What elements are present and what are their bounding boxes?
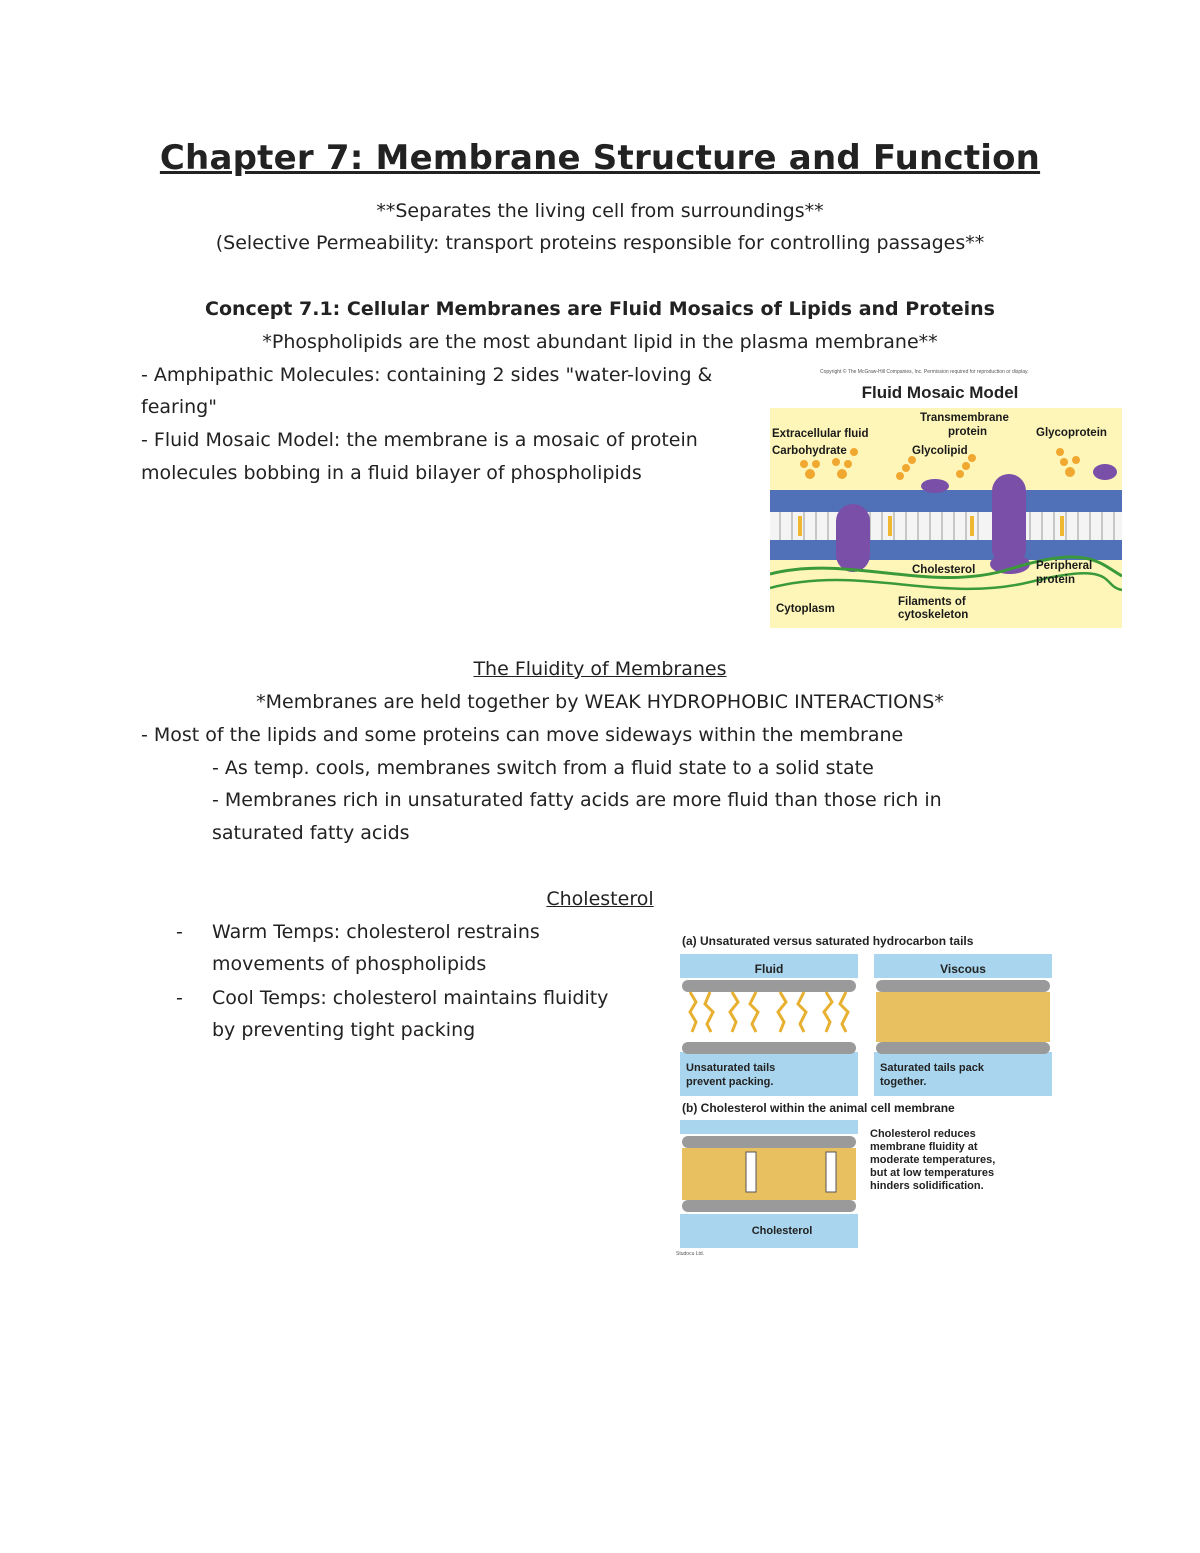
concept-note: *Phospholipids are the most abundant lipid in the plasma membrane**: [262, 331, 938, 353]
cholesterol-bullet-2: -: [176, 987, 183, 1009]
subtitle-separates: **Separates the living cell from surroundings**: [376, 200, 824, 222]
fluidity-heading: The Fluidity of Membranes: [473, 658, 727, 680]
fluidity-sub-2-line-2: saturated fatty acids: [212, 822, 410, 844]
viscous-label: Viscous: [940, 962, 986, 976]
fluidity-sub-2-line-1: - Membranes rich in unsaturated fatty acids are more fluid than those rich in: [212, 789, 942, 811]
fluidity-line-1: - Most of the lipids and some proteins can move sideways within the membrane: [141, 724, 904, 746]
fluid-mosaic-line-2: molecules bobbing in a fluid bilayer of phospholipids: [141, 462, 642, 484]
label-carbohydrate: Carbohydrate: [772, 445, 847, 457]
label-cholesterol: Cholesterol: [912, 564, 976, 576]
label-peripheral-2: protein: [1036, 574, 1075, 586]
cholesterol-item-2-line-1: Cool Temps: cholesterol maintains fluidity: [212, 987, 609, 1009]
label-cytoplasm: Cytoplasm: [776, 603, 835, 615]
label-transmembrane-2: protein: [948, 426, 987, 438]
unsaturated-label-2: prevent packing.: [686, 1076, 774, 1088]
fluid-label: Fluid: [754, 962, 784, 976]
integral-protein: [836, 504, 870, 572]
amphipathic-line-2: fearing": [141, 396, 217, 418]
glycolipid-protein: [921, 479, 949, 493]
cholesterol-panel-label: Cholesterol: [751, 1225, 813, 1237]
concept-heading: Concept 7.1: Cellular Membranes are Fluid Mosaics of Lipids and Proteins: [205, 298, 995, 320]
label-filaments-2: cytoskeleton: [898, 609, 969, 621]
figure-copyright: Copyright © The McGraw-Hill Companies, Inc. Permission required for reproduction or display.: [820, 369, 1029, 375]
glycoprotein: [1093, 464, 1117, 480]
upper-phospholipid-heads: [770, 490, 1122, 512]
saturated-label-1: Saturated tails pack: [880, 1062, 984, 1074]
amphipathic-line-1: - Amphipathic Molecules: containing 2 sides "water-loving &: [141, 364, 713, 386]
cholesterol-note-5: hinders solidification.: [870, 1180, 984, 1192]
saturated-label-2: together.: [880, 1076, 927, 1088]
figure-credit: Studocu Ltd.: [676, 1251, 705, 1257]
cholesterol-note-2: membrane fluidity at: [870, 1141, 978, 1153]
figure-a-title: (a) Unsaturated versus saturated hydrocarbon tails: [682, 934, 974, 948]
cholesterol-item-1-line-1: Warm Temps: cholesterol restrains: [212, 921, 540, 943]
fluid-mosaic-figure: [770, 364, 1122, 628]
cholesterol-item-2-line-2: by preventing tight packing: [212, 1019, 476, 1041]
cholesterol-bullet-1: -: [176, 921, 183, 943]
cholesterol-note-1: Cholesterol reduces: [870, 1128, 976, 1140]
fluidity-sub-1: - As temp. cools, membranes switch from a fluid state to a solid state: [212, 757, 874, 779]
cholesterol-heading: Cholesterol: [546, 888, 654, 910]
figure-title: Fluid Mosaic Model: [861, 383, 1019, 402]
unsaturated-label-1: Unsaturated tails: [686, 1062, 776, 1074]
subtitle-selective-permeability: (Selective Permeability: transport proteins responsible for controlling passages**: [215, 232, 985, 254]
label-extracellular: Extracellular fluid: [772, 428, 869, 440]
fluid-mosaic-diagram: [770, 364, 1122, 628]
viscous-tails: [876, 992, 1050, 1042]
page-title: Chapter 7: Membrane Structure and Function: [159, 138, 1041, 178]
figure-b-title: (b) Cholesterol within the animal cell membrane: [682, 1101, 955, 1115]
fluid-mosaic-line-1: - Fluid Mosaic Model: the membrane is a mosaic of protein: [141, 429, 698, 451]
label-glycolipid: Glycolipid: [912, 445, 968, 457]
label-transmembrane-1: Transmembrane: [920, 412, 1009, 424]
label-peripheral-1: Peripheral: [1036, 560, 1093, 572]
hydrocarbon-tails-figure: [676, 928, 1060, 1258]
lipid-tails: [770, 512, 1122, 540]
cholesterol-note-3: moderate temperatures,: [870, 1154, 996, 1166]
cholesterol-item-1-line-2: movements of phospholipids: [212, 953, 487, 975]
label-filaments-1: Filaments of: [898, 596, 966, 608]
hydrocarbon-tails-diagram: [676, 928, 1060, 1258]
fluidity-note: *Membranes are held together by WEAK HYDROPHOBIC INTERACTIONS*: [256, 691, 944, 713]
transmembrane-protein: [992, 474, 1026, 566]
label-glycoprotein: Glycoprotein: [1036, 427, 1107, 439]
cholesterol-note-4: but at low temperatures: [870, 1167, 995, 1179]
